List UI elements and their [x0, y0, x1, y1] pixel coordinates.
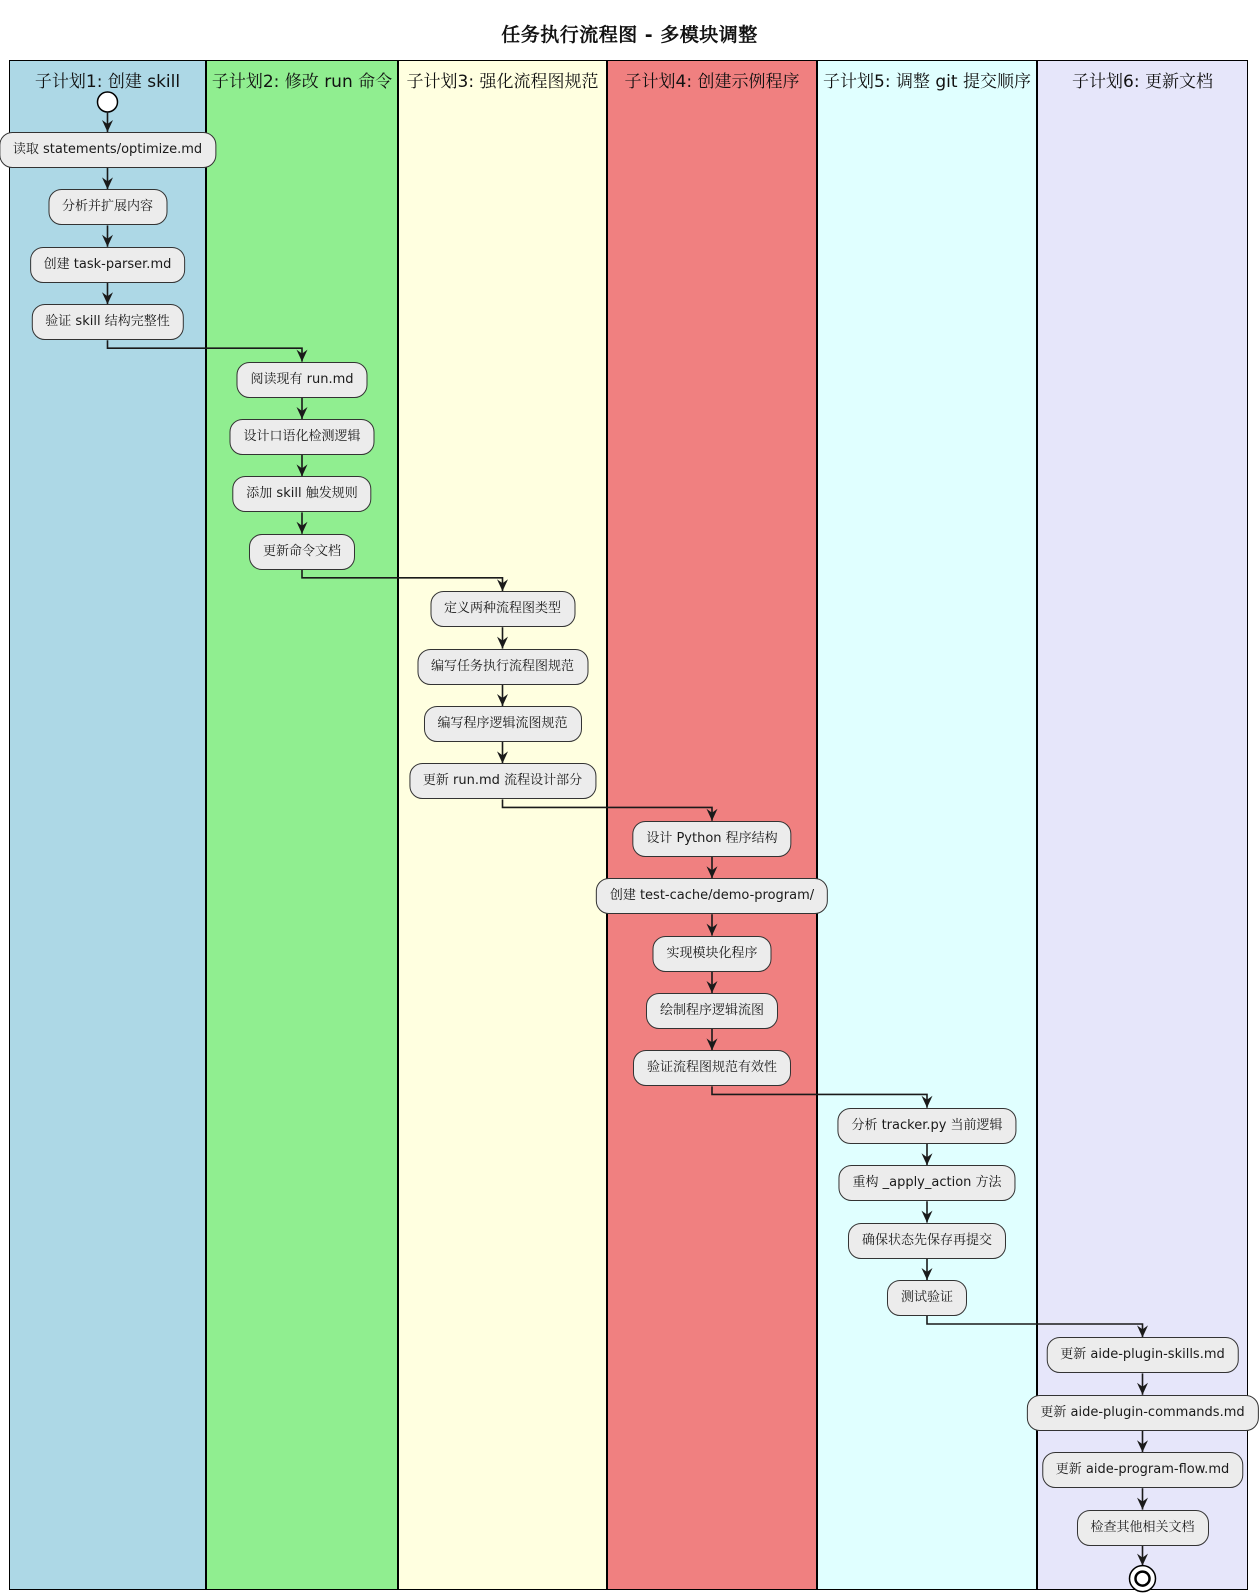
activity-node: 检查其他相关文档	[1076, 1510, 1208, 1546]
activity-node: 验证流程图规范有效性	[633, 1050, 791, 1086]
activity-node: 验证 skill 结构完整性	[31, 304, 183, 340]
swimlane-3	[398, 60, 607, 1590]
lane-header-1: 子计划1: 创建 skill	[34, 72, 181, 92]
swimlane-5	[817, 60, 1037, 1590]
activity-node: 测试验证	[887, 1280, 967, 1316]
lane-header-5: 子计划5: 调整 git 提交顺序	[823, 72, 1031, 92]
activity-node: 创建 test-cache/demo-program/	[596, 878, 828, 914]
activity-node: 创建 task-parser.md	[30, 247, 186, 283]
lane-header-2: 子计划2: 修改 run 命令	[211, 72, 393, 92]
activity-node: 分析并扩展内容	[48, 189, 167, 225]
activity-node: 实现模块化程序	[652, 936, 771, 972]
activity-node: 读取 statements/optimize.md	[0, 132, 216, 168]
activity-node: 编写程序逻辑流图规范	[423, 706, 581, 742]
activity-node: 更新 run.md 流程设计部分	[409, 763, 596, 799]
activity-node: 设计口语化检测逻辑	[229, 419, 374, 455]
activity-node: 更新 aide-plugin-skills.md	[1046, 1337, 1239, 1373]
activity-node: 设计 Python 程序结构	[632, 821, 791, 857]
activity-node: 编写任务执行流程图规范	[417, 649, 588, 685]
activity-node: 定义两种流程图类型	[430, 591, 575, 627]
lane-header-3: 子计划3: 强化流程图规范	[406, 72, 599, 92]
lane-header-4: 子计划4: 创建示例程序	[624, 72, 800, 92]
activity-node: 确保状态先保存再提交	[848, 1223, 1006, 1259]
lane-header-6: 子计划6: 更新文档	[1072, 72, 1213, 92]
activity-node: 更新 aide-plugin-commands.md	[1026, 1395, 1258, 1431]
swimlane-2	[206, 60, 398, 1590]
activity-node: 阅读现有 run.md	[236, 362, 367, 398]
activity-node: 添加 skill 触发规则	[232, 476, 371, 512]
activity-node: 分析 tracker.py 当前逻辑	[837, 1108, 1016, 1144]
activity-node: 重构 _apply_action 方法	[838, 1165, 1015, 1201]
activity-node: 绘制程序逻辑流图	[646, 993, 778, 1029]
activity-node: 更新命令文档	[249, 534, 355, 570]
activity-node: 更新 aide-program-flow.md	[1042, 1452, 1243, 1488]
diagram-title: 任务执行流程图 - 多模块调整	[501, 24, 758, 46]
swimlane-1	[9, 60, 206, 1590]
